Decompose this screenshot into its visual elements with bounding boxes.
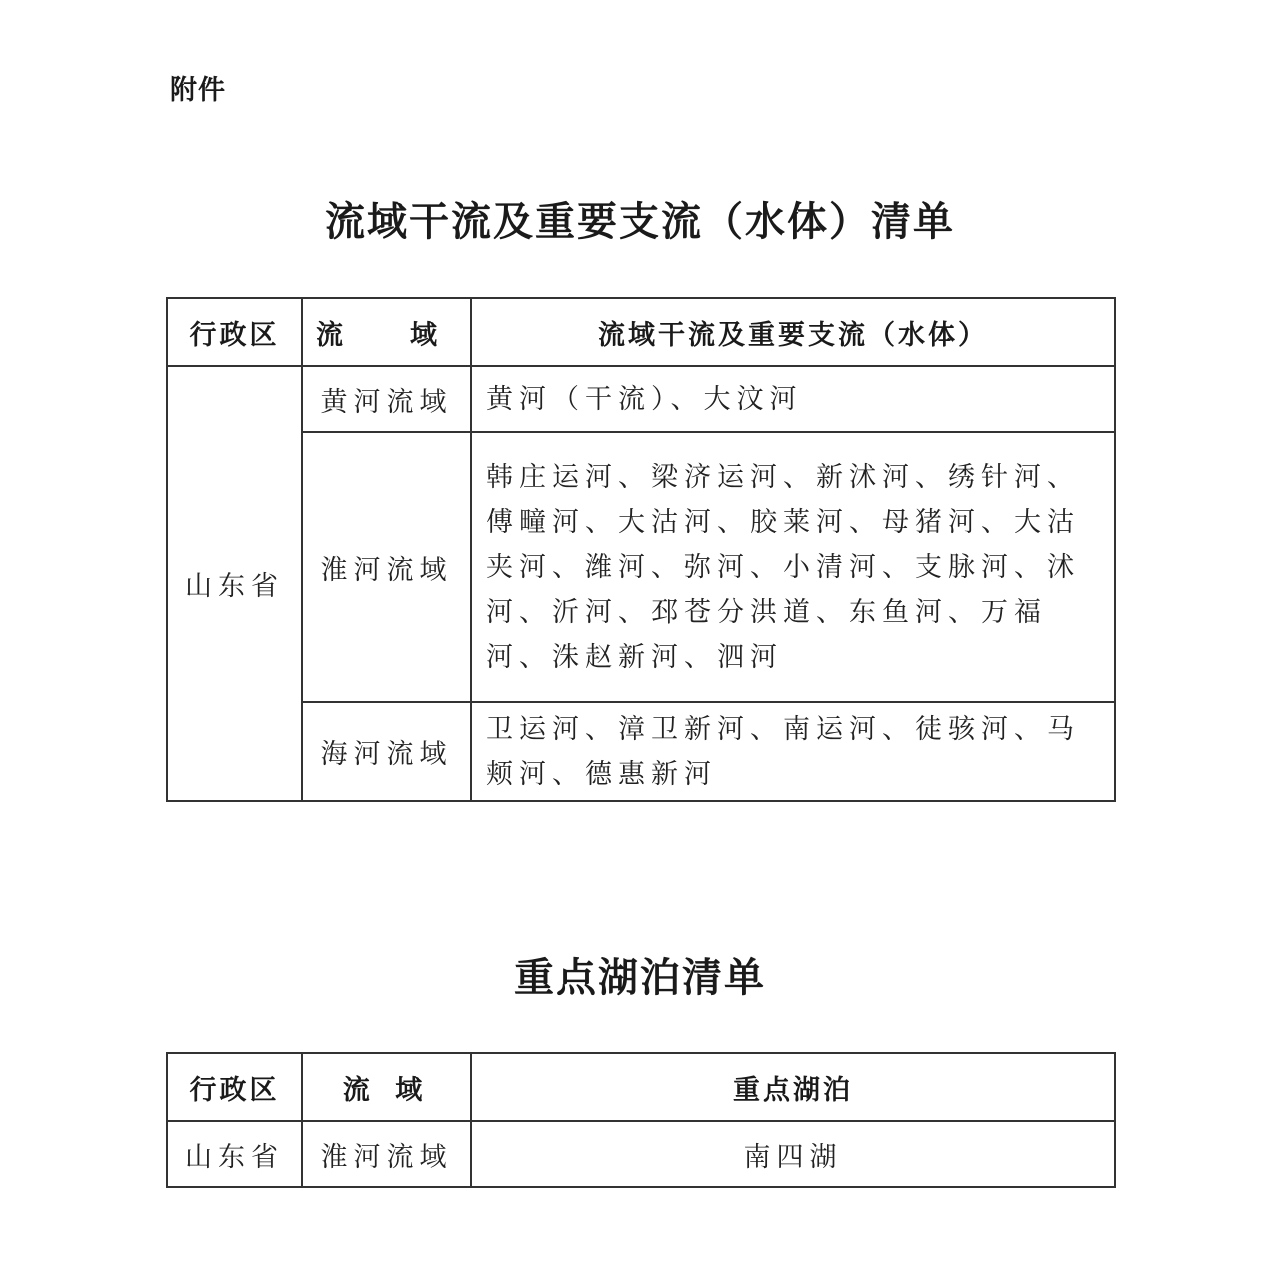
water-bodies-cell: 韩庄运河、梁济运河、新沭河、绣针河、傅疃河、大沽河、胶莱河、母猪河、大沽夹河、潍河、弥河、小清河、支脉河、沭河、沂河、邳苍分洪道、东鱼河、万福河、洙赵新河、泗河	[471, 432, 1115, 702]
table-header-row	[167, 1053, 1115, 1121]
basin-cell: 海河流域	[302, 702, 471, 801]
table-row	[167, 432, 1115, 702]
table-row	[167, 1121, 1115, 1187]
water-bodies-cell: 卫运河、漳卫新河、南运河、徒骇河、马颊河、德惠新河	[471, 702, 1115, 801]
attachment-label: 附件	[170, 75, 226, 106]
page-title-river-list: 流域干流及重要支流（水体）清单	[325, 198, 955, 245]
basin-cell: 淮河流域	[302, 1121, 471, 1187]
table-header-row	[167, 298, 1115, 366]
header-basin: 流 域	[302, 1053, 471, 1121]
lake-list-table	[166, 1052, 1116, 1188]
basin-cell: 黄河流域	[302, 366, 471, 432]
water-bodies-cell: 黄河（干流）、大汶河	[471, 366, 1115, 432]
header-basin: 流 域	[302, 298, 471, 366]
river-list-table	[166, 297, 1116, 802]
page-title-lake-list: 重点湖泊清单	[514, 954, 766, 1001]
table-row	[167, 366, 1115, 432]
header-admin-region: 行政区	[167, 1053, 302, 1121]
table-row	[167, 702, 1115, 801]
lake-cell: 南四湖	[471, 1121, 1115, 1187]
header-admin-region: 行政区	[167, 298, 302, 366]
header-water-bodies: 流域干流及重要支流（水体）	[471, 298, 1115, 366]
basin-cell: 淮河流域	[302, 432, 471, 702]
header-key-lakes: 重点湖泊	[471, 1053, 1115, 1121]
province-cell: 山东省	[167, 366, 302, 801]
province-cell: 山东省	[167, 1121, 302, 1187]
